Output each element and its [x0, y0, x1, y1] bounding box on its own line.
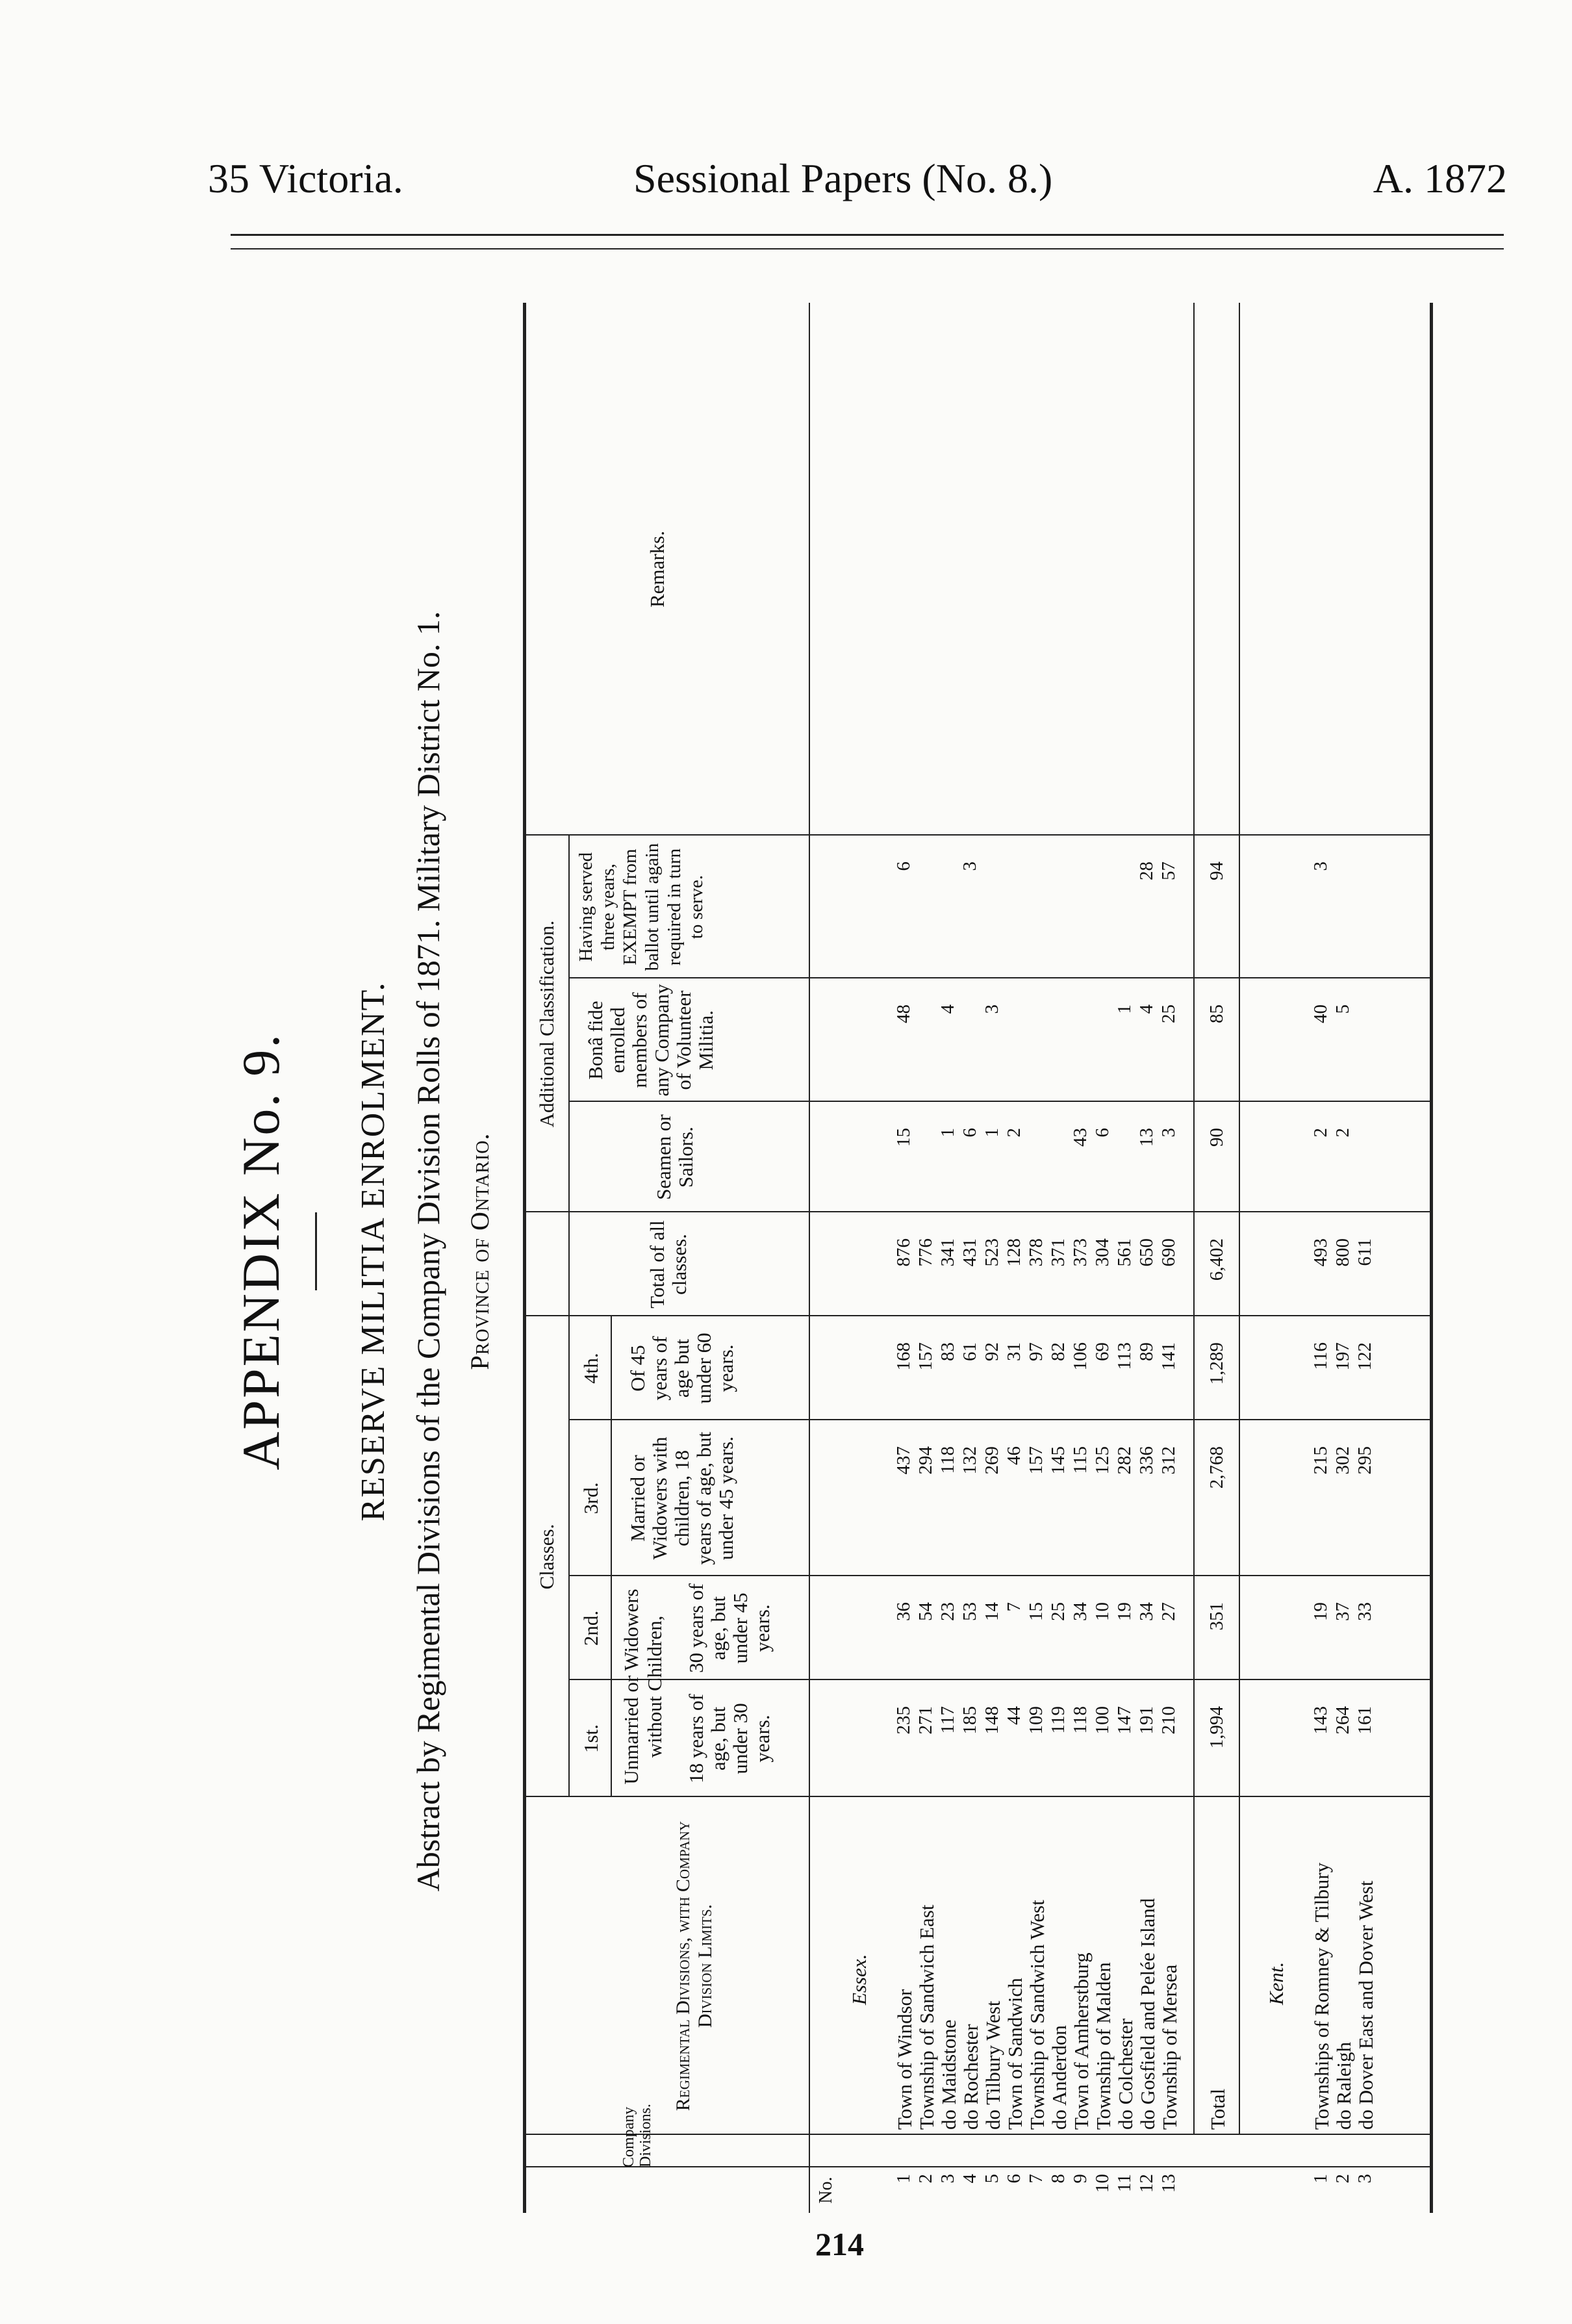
row-label: do Anderdon	[1048, 2024, 1071, 2130]
cell-c1: 118	[1070, 1706, 1091, 1734]
total-c3: 2,768	[1206, 1446, 1227, 1489]
cell-total: 373	[1070, 1238, 1091, 1267]
cell-c3: 302	[1332, 1446, 1353, 1475]
fourth-class-desc: Of 45 years of age but under 60 years.	[626, 1333, 737, 1404]
row-label: Town of Windsor	[893, 1989, 916, 2130]
row-number: 3	[937, 2174, 958, 2184]
column-rule	[523, 1211, 1432, 1212]
cell-total: 800	[1332, 1238, 1353, 1267]
cell-c1: 191	[1136, 1706, 1157, 1735]
row-label: Township of Sandwich West	[1026, 1900, 1048, 2130]
row-number: 6	[1004, 2174, 1024, 2184]
cell-served: 3	[959, 862, 980, 871]
cell-c2: 19	[1114, 1602, 1135, 1621]
row-number: 7	[1026, 2174, 1046, 2184]
row-label: do Dover East and Dover West	[1354, 1880, 1377, 2130]
cell-served: 57	[1158, 862, 1179, 880]
cell-c2: 54	[915, 1602, 936, 1621]
total-bona: 85	[1206, 1004, 1227, 1023]
column-rule	[568, 1575, 1432, 1576]
cell-bona: 4	[1136, 1004, 1157, 1014]
cell-c4: 106	[1070, 1342, 1091, 1371]
cell-c2: 36	[893, 1602, 914, 1621]
total-rule-above	[1193, 303, 1195, 2135]
unmarried-top: Unmarried or Widowers	[620, 1589, 642, 1785]
row-number: 10	[1092, 2174, 1113, 2193]
cell-c1: 271	[915, 1706, 936, 1735]
header-center: Sessional Papers (No. 8.)	[633, 155, 1053, 201]
row-number: 11	[1114, 2174, 1135, 2192]
additional-rule	[568, 836, 570, 1212]
row-label: Township of Mersea	[1158, 1964, 1181, 2130]
column-rule	[568, 977, 1432, 978]
cell-c3: 294	[915, 1446, 936, 1475]
total-served: 94	[1206, 862, 1227, 880]
row-number: 13	[1158, 2174, 1179, 2193]
cell-c3: 157	[1026, 1446, 1046, 1475]
cell-c2: 7	[1004, 1602, 1024, 1612]
cell-total: 371	[1048, 1238, 1069, 1267]
appendix-title: APPENDIX No. 9.	[231, 1032, 290, 1470]
row-label: Town of Sandwich	[1004, 1978, 1026, 2130]
title-dash	[315, 1212, 317, 1290]
page-number: 214	[815, 2226, 864, 2262]
main-title: RESERVE MILITIA ENROLMENT.	[355, 981, 392, 1522]
classes-heading: Classes.	[535, 1524, 558, 1590]
column-rule	[568, 1419, 1432, 1420]
remarks-heading: Remarks.	[646, 531, 668, 607]
cell-c3: 115	[1070, 1446, 1091, 1474]
cell-c4: 122	[1354, 1342, 1375, 1371]
cell-c1: 117	[937, 1706, 958, 1734]
cell-bona: 25	[1158, 1004, 1179, 1023]
cell-c2: 33	[1354, 1602, 1375, 1621]
cell-c4: 92	[982, 1342, 1002, 1361]
cell-c2: 19	[1310, 1602, 1331, 1621]
cell-c2: 15	[1026, 1602, 1046, 1621]
table-top-border	[523, 303, 526, 2213]
cell-c2: 10	[1092, 1602, 1113, 1621]
first-class-desc: 18 years of age, but under 30 years.	[685, 1694, 774, 1783]
cell-c4: 157	[915, 1342, 936, 1371]
cell-seamen: 2	[1004, 1128, 1024, 1138]
cell-total: 304	[1092, 1238, 1113, 1267]
cell-c2: 23	[937, 1602, 958, 1621]
rotated-table-page	[159, 277, 1432, 2226]
cell-c3: 125	[1092, 1446, 1113, 1475]
total-c4: 1,289	[1206, 1342, 1227, 1385]
header-rule	[231, 234, 1504, 236]
cell-c2: 14	[982, 1602, 1002, 1621]
cell-bona: 1	[1114, 1004, 1135, 1014]
row-number: 2	[915, 2174, 936, 2184]
cell-c1: 185	[959, 1706, 980, 1735]
cell-c4: 31	[1004, 1342, 1024, 1361]
cell-seamen: 3	[1158, 1128, 1179, 1138]
row-label: do Maidstone	[937, 2019, 960, 2130]
total-rule-below	[1239, 303, 1240, 2135]
cell-c2: 53	[959, 1602, 980, 1621]
row-number: 3	[1354, 2174, 1375, 2184]
cell-served: 6	[893, 862, 914, 871]
cell-c3: 336	[1136, 1446, 1157, 1475]
cell-c1: 161	[1354, 1706, 1375, 1735]
cell-c3: 132	[959, 1446, 980, 1475]
cell-bona: 40	[1310, 1004, 1331, 1023]
company-div-heading: Company Divisions.	[620, 2103, 654, 2167]
bona-fide-heading: Bonâ fide enrolled members of any Company of Volunteer Militia.	[584, 984, 717, 1097]
cell-c1: 147	[1114, 1706, 1135, 1735]
regimental-heading: Regimental Divisions, with Company Division Limits.	[672, 1820, 716, 2112]
cell-c3: 282	[1114, 1446, 1135, 1475]
row-label: do Colchester	[1114, 2018, 1137, 2130]
cell-c3: 46	[1004, 1446, 1024, 1465]
cell-c1: 109	[1026, 1706, 1046, 1735]
cell-c4: 97	[1026, 1342, 1046, 1361]
header-bottom-rule	[809, 303, 810, 2213]
cell-c1: 100	[1092, 1706, 1113, 1735]
cell-c3: 145	[1048, 1446, 1069, 1475]
cell-total: 523	[982, 1238, 1002, 1267]
cell-seamen: 13	[1136, 1128, 1157, 1147]
cell-total: 876	[893, 1238, 914, 1267]
table-bottom-border	[1430, 303, 1433, 2213]
cell-total: 378	[1026, 1238, 1046, 1267]
column-rule	[523, 1315, 1432, 1316]
total-c2: 351	[1206, 1602, 1227, 1631]
having-served-heading: Having served three years, EXEMPT from ballot until again required in turn to serve.	[576, 843, 707, 971]
cell-total: 611	[1354, 1238, 1375, 1266]
cell-c2: 25	[1048, 1602, 1069, 1621]
third-class-desc: Married or Widowers with children, 18 years of age, but under 45 years.	[626, 1431, 737, 1565]
section-name: Kent.	[1265, 1961, 1287, 2005]
cell-c3: 437	[893, 1446, 914, 1475]
column-rule	[568, 1679, 1432, 1680]
second-class-desc: 30 years of age, but under 45 years.	[685, 1583, 774, 1673]
row-label: Townships of Romney & Tilbury	[1310, 1862, 1333, 2130]
additional-heading: Additional Classification.	[535, 920, 558, 1128]
cell-total: 431	[959, 1238, 980, 1267]
cell-total: 690	[1158, 1238, 1179, 1267]
cell-seamen: 2	[1310, 1128, 1331, 1138]
cell-c1: 264	[1332, 1706, 1353, 1735]
section-name: Essex.	[848, 1954, 870, 2005]
cell-c4: 141	[1158, 1342, 1179, 1371]
cell-c4: 83	[937, 1342, 958, 1361]
cell-c2: 37	[1332, 1602, 1353, 1621]
total-total: 6,402	[1206, 1238, 1227, 1281]
cell-total: 776	[915, 1238, 936, 1267]
header-left: 35 Victoria.	[208, 155, 403, 201]
cell-seamen: 1	[982, 1128, 1002, 1138]
cell-c1: 44	[1004, 1706, 1024, 1725]
cell-seamen: 15	[893, 1128, 914, 1147]
no-heading: No.	[816, 2177, 836, 2204]
column-rule	[523, 2166, 1432, 2167]
total-heading: Total of all classes.	[646, 1220, 691, 1309]
row-label: Township of Malden	[1092, 1962, 1115, 2130]
total-c1: 1,994	[1206, 1706, 1227, 1749]
cell-c2: 34	[1070, 1602, 1091, 1621]
row-label: do Raleigh	[1332, 2041, 1355, 2130]
cell-c4: 168	[893, 1342, 914, 1371]
cell-c1: 119	[1048, 1706, 1069, 1734]
cell-c2: 34	[1136, 1602, 1157, 1621]
row-label: Town of Amherstburg	[1070, 1952, 1093, 2130]
cell-c4: 61	[959, 1342, 980, 1361]
cell-served: 3	[1310, 862, 1331, 871]
row-number: 5	[982, 2174, 1002, 2184]
cell-c3: 295	[1354, 1446, 1375, 1475]
row-label: do Rochester	[959, 2024, 982, 2130]
cell-served: 28	[1136, 862, 1157, 880]
column-rule	[568, 1101, 1432, 1102]
first-class-heading: 1st.	[579, 1724, 602, 1753]
cell-c3: 312	[1158, 1446, 1179, 1475]
cell-c1: 143	[1310, 1706, 1331, 1735]
row-label: Township of Sandwich East	[915, 1904, 938, 2130]
cell-c4: 89	[1136, 1342, 1157, 1361]
seamen-heading: Seamen or Sailors.	[652, 1114, 697, 1200]
cell-total: 650	[1136, 1238, 1157, 1267]
province: Province of Ontario.	[465, 1132, 494, 1370]
cell-c4: 69	[1092, 1342, 1113, 1361]
cell-c2: 27	[1158, 1602, 1179, 1621]
cell-c1: 148	[982, 1706, 1002, 1735]
classes-subrule	[611, 1316, 612, 1797]
cell-c4: 197	[1332, 1342, 1353, 1371]
cell-bona: 5	[1332, 1004, 1353, 1014]
cell-total: 493	[1310, 1238, 1331, 1267]
cell-seamen: 6	[959, 1128, 980, 1138]
subtitle: Abstract by Regimental Divisions of the Company Division Rolls of 1871. Military District No. 1.	[410, 611, 446, 1892]
cell-c1: 210	[1158, 1706, 1179, 1735]
cell-c3: 118	[937, 1446, 958, 1474]
cell-bona: 48	[893, 1004, 914, 1023]
cell-c4: 82	[1048, 1342, 1069, 1361]
cell-total: 341	[937, 1238, 958, 1267]
cell-seamen: 6	[1092, 1128, 1113, 1138]
cell-c3: 215	[1310, 1446, 1331, 1475]
cell-bona: 3	[982, 1004, 1002, 1014]
cell-c4: 113	[1114, 1342, 1135, 1370]
row-number: 12	[1136, 2174, 1157, 2193]
cell-total: 128	[1004, 1238, 1024, 1267]
row-number: 9	[1070, 2174, 1091, 2184]
row-number: 2	[1332, 2174, 1353, 2184]
cell-seamen: 1	[937, 1128, 958, 1138]
unmarried-bottom: without Children,	[643, 1615, 666, 1758]
third-class-heading: 3rd.	[579, 1482, 602, 1514]
header-right: A. 1872	[1373, 155, 1507, 201]
cell-seamen: 43	[1070, 1128, 1091, 1147]
row-number: 1	[1310, 2174, 1331, 2184]
classes-rule	[568, 1212, 570, 1797]
total-seamen: 90	[1206, 1128, 1227, 1147]
cell-c1: 235	[893, 1706, 914, 1735]
cell-seamen: 2	[1332, 1128, 1353, 1138]
row-number: 4	[959, 2174, 980, 2184]
fourth-class-heading: 4th.	[579, 1353, 602, 1384]
second-class-heading: 2nd.	[579, 1610, 602, 1646]
row-number: 1	[893, 2174, 914, 2184]
cell-c3: 269	[982, 1446, 1002, 1475]
row-number: 8	[1048, 2174, 1069, 2184]
cell-bona: 4	[937, 1004, 958, 1014]
row-label: do Tilbury West	[982, 2000, 1004, 2130]
column-rule	[523, 2134, 1432, 2135]
cell-c4: 116	[1310, 1342, 1331, 1370]
header-rule-double	[231, 248, 1504, 249]
row-label: do Gosfield and Pelée Island	[1136, 1898, 1159, 2130]
total-label: Total	[1206, 2088, 1229, 2130]
cell-total: 561	[1114, 1238, 1135, 1267]
